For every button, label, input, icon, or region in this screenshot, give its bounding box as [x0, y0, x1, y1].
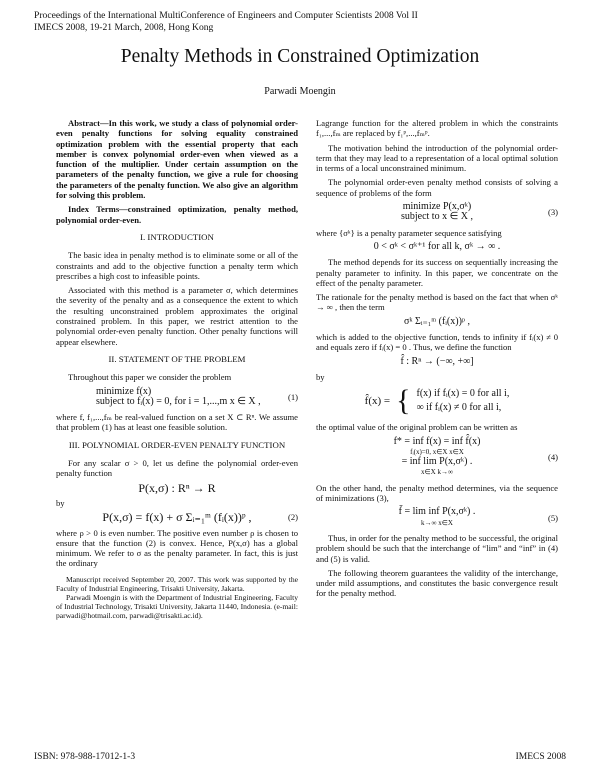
equation-2 — [56, 510, 298, 525]
section-1-heading: I. INTRODUCTION — [140, 231, 214, 242]
right-paragraph-11: The following theorem guarantees the validity of the interchange, under mild assumptions, and constitutes the basic convergence result for the penalty method. — [316, 567, 558, 599]
piecewise-definition — [316, 386, 558, 416]
eq4-line-b-sub: x∈X k→∞ — [421, 468, 453, 477]
penalty-map-equation: P(x,σ) : Rⁿ → R — [138, 480, 216, 495]
left-column — [56, 118, 298, 620]
eq5-body: f̄ = lim inf P(x,σᵏ) . — [398, 506, 476, 518]
sec3-paragraph-1: For any scalar σ > 0, let us define the polynomial order-even penalty function — [56, 458, 298, 479]
header-line-2: IMECS 2008, 19-21 March, 2008, Hong Kong — [34, 21, 214, 33]
footer-conference: IMECS 2008 — [515, 752, 566, 762]
fhat-lhs: f̂(x) = — [364, 395, 391, 408]
right-paragraph-10: Thus, in order for the penalty method to be successful, the original problem should be such that the interchange of “lim” and “inf” in (4) and (5) is valid. — [316, 532, 558, 564]
footnote-1: Manuscript received September 20, 2007. This work was supported by the Faculty of Industrial Engineering, Trisakti University, Jakarta. — [56, 574, 298, 593]
right-paragraph-7: which is added to the objective function, tends to infinity if fᵢ(x) ≠ 0 and equals zero if fᵢ(x) = 0 . Thus, we define the function — [316, 332, 558, 353]
right-paragraph-4: where {σᵏ} is a penalty parameter sequence satisfying — [316, 227, 502, 238]
penalty-term: σᵏ Σᵢ₌₁ᵐ (fᵢ(x))ᵖ , — [403, 315, 471, 327]
right-paragraph-1: Lagrange function for the altered problem in which the constraints f₁,...,fₘ are replaced by f₁ᵖ,...,fₘᵖ. — [316, 118, 558, 139]
eq4-number: (4) — [547, 451, 558, 462]
eq3-number: (3) — [547, 207, 558, 218]
footnote — [56, 575, 298, 620]
cases — [417, 387, 510, 415]
eq3-subject-to: subject to x ∈ X , — [400, 211, 474, 223]
sec1-paragraph-2: Associated with this method is a parameter σ, which determines the severity of the penalty and as a consequence the extent to which the resulting unconstrained problem approximates the original constrained problem. In this paper, we restrict attention to the polynomial order-even penalty function. Other penalty functions will appear elsewhere. — [56, 285, 298, 347]
equation-4 — [316, 437, 558, 478]
brace-icon: { — [396, 384, 411, 418]
right-paragraph-9: On the other hand, the penalty method determines, via the sequence of minimizations (3), — [316, 482, 558, 504]
right-paragraph-8: the optimal value of the original problem can be written as — [316, 422, 518, 433]
eq5-sub: k→∞ x∈X — [421, 518, 453, 527]
eq4-line-b: = inf lim P(x,σᵏ) . — [401, 456, 473, 468]
eq1-number: (1) — [287, 391, 298, 402]
equation-1 — [56, 387, 298, 408]
eq1-subject-to: subject to fᵢ(x) = 0, for i = 1,...,m x ∈ X , — [96, 395, 261, 407]
right-column — [316, 118, 558, 603]
paper-title: Penalty Methods in Constrained Optimization — [120, 46, 480, 67]
footer-isbn: ISBN: 978-988-17012-1-3 — [34, 752, 136, 762]
section-2-heading: II. STATEMENT OF THE PROBLEM — [108, 353, 246, 364]
sequence-condition: 0 < σᵏ < σᵏ⁺¹ for all k, σᵏ → ∞ . — [373, 240, 501, 252]
section-3-heading: III. POLYNOMIAL ORDER-EVEN PENALTY FUNCTION — [68, 439, 286, 450]
eq5-number: (5) — [547, 512, 558, 523]
eq2-number: (2) — [287, 512, 298, 523]
sec3-by: by — [56, 497, 65, 508]
fhat-map: f̂ : Rⁿ → (−∞, +∞] — [400, 355, 474, 367]
abstract: Abstract—In this work, we study a class of polynomial order-even penalty functions for solving equality constrained optimization problem with the essential property that each member is convex polynomial order-even when viewed as a function of the multiplier. Under certain assumption on the parameters of the penalty function, we give a rule for choosing the parameters of the penalty function. We also give an algorithm for solving this problem. — [56, 118, 298, 201]
right-paragraph-6: The rationale for the penalty method is based on the fact that when σᵏ → ∞ , then the term — [316, 292, 558, 313]
eq1-minimize: minimize f(x) — [96, 385, 152, 397]
sec1-paragraph-1: The basic idea in penalty method is to eliminate some or all of the constraints and add to the objective function a penalty term which prescribes a high cost to infeasible points. — [56, 250, 298, 281]
case-1: f(x) if fᵢ(x) = 0 for all i, — [416, 388, 510, 400]
author-name: Parwadi Moengin — [264, 86, 336, 97]
right-paragraph-5: The method depends for its success on sequentially increasing the penalty parameter to infinity. In this paper, we concentrate on the effect of the penalty parameter. — [316, 257, 558, 288]
eq3-minimize: minimize P(x,σᵏ) — [402, 201, 472, 213]
sec3-paragraph-2: where ρ > 0 is even number. The positive even number ρ is chosen to ensure that the function (2) is convex. Hence, P(x,σ) has a global minimum. We refer to σ as the penalty parameter. In fact, this is just the ordinary — [56, 527, 298, 569]
right-paragraph-3: The polynomial order-even penalty method consists of solving a sequence of problems of the form — [316, 177, 558, 198]
case-2: ∞ if fᵢ(x) ≠ 0 for all i, — [416, 402, 502, 414]
eq2-body: P(x,σ) = f(x) + σ Σᵢ₌₁ᵐ (fᵢ(x))ᵖ , — [102, 510, 252, 525]
footnote-2: Parwadi Moengin is with the Department of Industrial Engineering, Faculty of Industrial Technology, Trisakti University, Jakarta 11440, Indonesia. (e-mail: parwadi@hotmail.com, parwadi@trisakti.ac.id). — [56, 592, 298, 620]
sec2-paragraph-1: Throughout this paper we consider the problem — [68, 372, 232, 383]
eq4-line-a-sub: fᵢ(x)=0, x∈X x∈X — [410, 447, 464, 456]
index-terms: Index Terms—constrained optimization, penalty method, polynomial order-even. — [56, 204, 298, 225]
sec2-paragraph-2: where f, f₁,...,fₘ be real-valued function on a set X ⊂ Rⁿ. We assume that problem (1) has at least one feasible solution. — [56, 412, 298, 433]
equation-5 — [316, 507, 558, 528]
right-paragraph-2: The motivation behind the introduction of the polynomial order-term that they may lead to a representation of a local optimal solution in terms of a local unconstrained minimum. — [316, 142, 558, 174]
eq4-line-a: f* = inf f(x) = inf f̂(x) — [393, 435, 481, 447]
equation-3 — [316, 202, 558, 223]
right-by: by — [316, 371, 325, 382]
header-line-1: Proceedings of the International MultiConference of Engineers and Computer Scientists 2008 Vol II — [34, 10, 418, 21]
proceedings-header — [34, 10, 418, 33]
